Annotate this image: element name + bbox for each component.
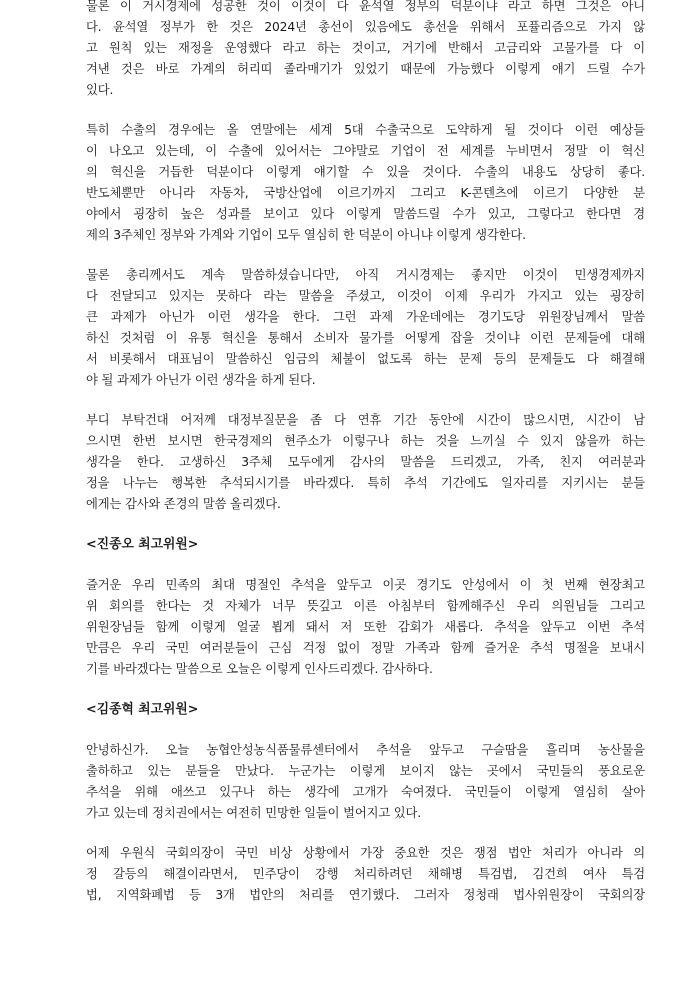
text-line: 있다. [86, 83, 114, 97]
text-line: 다 전달되고 있지는 못하다 라는 말씀을 주셨고, 이것이 이제 우리가 가지고 있는 굉장히 [86, 289, 645, 303]
text-line: 추석을 위해 애쓰고 있구나 하는 생각에 고개가 숙여졌다. 국민들이 이렇게 열심히 살아 [86, 785, 645, 799]
text-line: 즐거운 우리 민족의 최대 명절인 추석을 앞두고 이곳 경기도 안성에서 이 첫 번째 현장최고 [86, 578, 645, 592]
text-line: 야 될 과제가 아닌가 이런 생각을 하게 된다. [86, 373, 316, 387]
text-line: 만큼은 우리 국민 여러분들이 근심 걱정 없이 정말 가족과 함께 즐거운 추석 명절을 보내시 [86, 641, 645, 655]
paragraph-5 [86, 575, 645, 680]
text-line: 의 혁신을 거듭한 덕분이다 이렇게 얘기할 수 있을 것이다. 수출의 내용도 상당히 좋다. [86, 165, 645, 179]
text-line: 부디 부탁건대 어저께 대정부질문을 좀 다 연휴 기간 동안에 시간이 많으시면, 시간이 남 [86, 413, 645, 427]
text-line: 고 원칙 있는 재정을 운영했다 라고 하는 것이고, 거기에 반해서 고금리와 고물가를 다 이 [86, 41, 645, 55]
text-line: 물론 총리께서도 계속 말씀하셨습니다만, 아직 거시경제는 좋지만 이것이 민생경제까지 [86, 268, 645, 282]
text-line: 큰 과제가 아닌가 이런 생각을 한다. 그런 과제 가운데에는 경기도당 위원장님께서 말씀 [86, 310, 645, 324]
text-line: 어제 우원식 국회의장이 국민 비상 상황에서 가장 중요한 것은 쟁점 법안 처리가 아니라 의 [86, 846, 645, 860]
speaker-heading-kim-jong-hyuk: <김종혁 최고위원> [86, 702, 199, 717]
text-line: 서 비롯해서 대표님이 말씀하신 임금의 체불이 없도록 하는 문제 등의 문제들도 다 해결해 [86, 352, 645, 366]
text-line: 제의 3주체인 정부와 가계와 기업이 모두 열심히 한 덕분이 아니냐 이렇게 생각한다. [86, 228, 526, 242]
paragraph-7 [86, 843, 645, 906]
paragraph-4 [86, 410, 645, 515]
paragraph-3 [86, 265, 645, 391]
paragraph-2 [86, 120, 645, 246]
text-line: 정을 나누는 행복한 추석되시기를 바라겠다. 특히 추석 기간에도 일자리를 지키시는 분들 [86, 476, 645, 490]
text-line: 정 갈등의 해결이라면서, 민주당이 강행 처리하려던 채해병 특검법, 김건희 여사 특검 [86, 867, 645, 881]
text-line: 안녕하신가. 오늘 농협안성농식품물류센터에서 추석을 앞두고 구슬땀을 흘리며 농산물을 [86, 743, 645, 757]
text-line: 으시면 한번 보시면 한국경제의 현주소가 이렇구나 하는 것을 느끼실 수 있지 않을까 하는 [86, 434, 645, 448]
text-line: 하신 것처럼 이 유통 혁신을 통해서 소비자 물가를 어떻게 잡을 것이냐 이런 문제들에 대해 [86, 331, 645, 345]
text-line: 야에서 굉장히 높은 성과를 보이고 있다 이렇게 말씀드릴 수가 있고, 그렇다고 한다면 경 [86, 207, 645, 221]
text-line: 법, 지역화폐법 등 3개 법안의 처리를 연기했다. 그러자 정청래 법사위원장이 국회의장 [86, 888, 645, 902]
paragraph-1 [86, 0, 645, 101]
paragraph-6 [86, 740, 645, 824]
text-line: 가고 있는데 정치권에서는 여전히 민망한 일들이 벌어지고 있다. [86, 806, 422, 820]
text-line: 겨낸 것은 바로 가계의 허리띠 졸라매기가 있었기 때문에 가능했다 이렇게 얘기 드릴 수가 [86, 62, 645, 76]
text-line: 에게는 감사와 존경의 말씀 올리겠다. [86, 497, 281, 511]
text-line: 기를 바라겠다는 말씀으로 오늘은 이렇게 인사드리겠다. 감사하다. [86, 662, 433, 676]
text-line: 이 나오고 있는데, 이 수출에 있어서는 그야말로 기업이 전 세계를 누비면서 정말 이 혁신 [86, 144, 645, 158]
text-line: 물론 이 거시경제에 성공한 것이 이것이 다 윤석열 정부의 덕분이냐 라고 하면 그것은 아니 [86, 0, 645, 13]
text-line: 생각을 한다. 고생하신 3주체 모두에게 감사의 말씀을 드리겠고, 가족, 친지 여러분과 [86, 455, 645, 469]
text-line: 다. 윤석열 정부가 한 것은 2024년 총선이 있음에도 총선을 위해서 포퓰리즘으로 가지 않 [86, 20, 645, 34]
text-line: 반도체뿐만 아니라 자동차, 국방산업에 이르기까지 그리고 K-콘텐츠에 이르기 다양한 분 [86, 186, 645, 200]
speaker-heading-jin-jong-o: <진종오 최고위원> [86, 537, 199, 552]
text-line: 위원장님들 함께 이렇게 얼굴 뵙게 돼서 저 또한 감회가 새롭다. 추석을 앞두고 이번 추석 [86, 620, 645, 634]
text-line: 특히 수출의 경우에는 올 연말에는 세계 5대 수출국으로 도약하게 될 것이다 이런 예상들 [86, 123, 645, 137]
text-line: 출하하고 있는 분들을 만났다. 누군가는 이렇게 보이지 않는 곳에서 국민들의 풍요로운 [86, 764, 645, 778]
text-line: 위 회의를 한다는 것 자체가 너무 뜻깊고 이른 아침부터 함께해주신 우리 의원님들 그리고 [86, 599, 645, 613]
